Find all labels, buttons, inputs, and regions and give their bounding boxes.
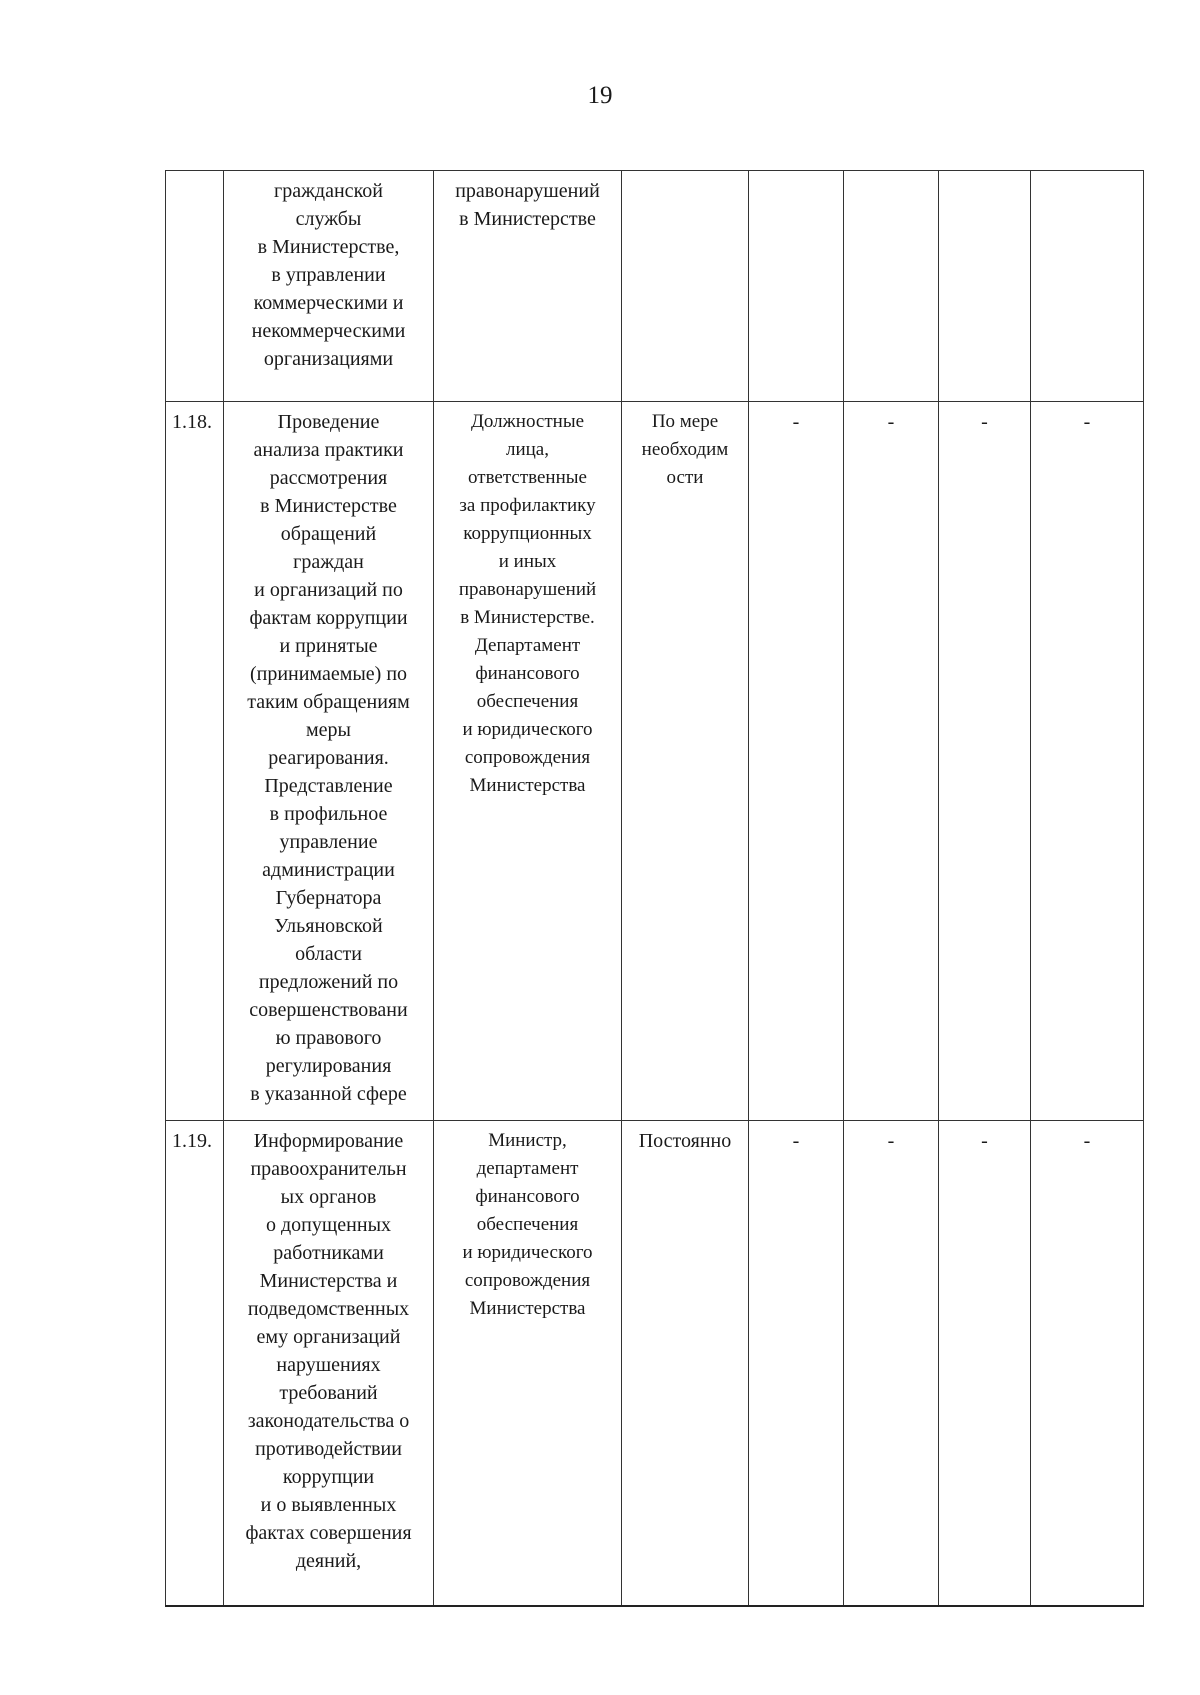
plan-table [165, 170, 1144, 1607]
value-cell: - [1031, 1121, 1144, 1607]
value-cell [844, 171, 939, 402]
value-cell: - [844, 1121, 939, 1607]
value-cell: - [844, 402, 939, 1121]
value-cell [939, 171, 1031, 402]
row-number-cell [166, 171, 224, 402]
table-row [166, 1121, 1144, 1607]
executor-cell: Министр, департамент финансового обеспечения и юридического сопровождения Министерства [434, 1121, 622, 1607]
value-cell [749, 171, 844, 402]
value-cell: - [749, 402, 844, 1121]
measure-cell: Проведение анализа практики рассмотрения в Министерстве обращений граждан и организаций по фактам коррупции и принятые (принимаемые) по таким обращениям меры реагирования. Представление в профильное управление администрации Губернатора Ульяновской области предложений по совершенствовани ю правового регулирования в указанной сфере [224, 402, 434, 1121]
deadline-cell [622, 171, 749, 402]
value-cell: - [939, 1121, 1031, 1607]
table-row [166, 171, 1144, 402]
table-row [166, 402, 1144, 1121]
measure-cell: гражданской службы в Министерстве, в управлении коммерческими и некоммерческими организациями [224, 171, 434, 402]
executor-cell: Должностные лица, ответственные за профилактику коррупционных и иных правонарушений в Министерстве. Департамент финансового обеспечения и юридического сопровождения Министерства [434, 402, 622, 1121]
deadline-cell: Постоянно [622, 1121, 749, 1607]
value-cell: - [939, 402, 1031, 1121]
row-number-cell: 1.18. [166, 402, 224, 1121]
deadline-cell: По мере необходим ости [622, 402, 749, 1121]
page-number: 19 [587, 82, 613, 109]
measure-cell: Информирование правоохранительн ых органов о допущенных работниками Министерства и подведомственных ему организаций нарушениях требований законодательства о противодействии коррупции и о выявленных фактах совершения деяний, [224, 1121, 434, 1607]
executor-cell: правонарушений в Министерстве [434, 171, 622, 402]
value-cell: - [1031, 402, 1144, 1121]
value-cell: - [749, 1121, 844, 1607]
value-cell [1031, 171, 1144, 402]
row-number-cell: 1.19. [166, 1121, 224, 1607]
